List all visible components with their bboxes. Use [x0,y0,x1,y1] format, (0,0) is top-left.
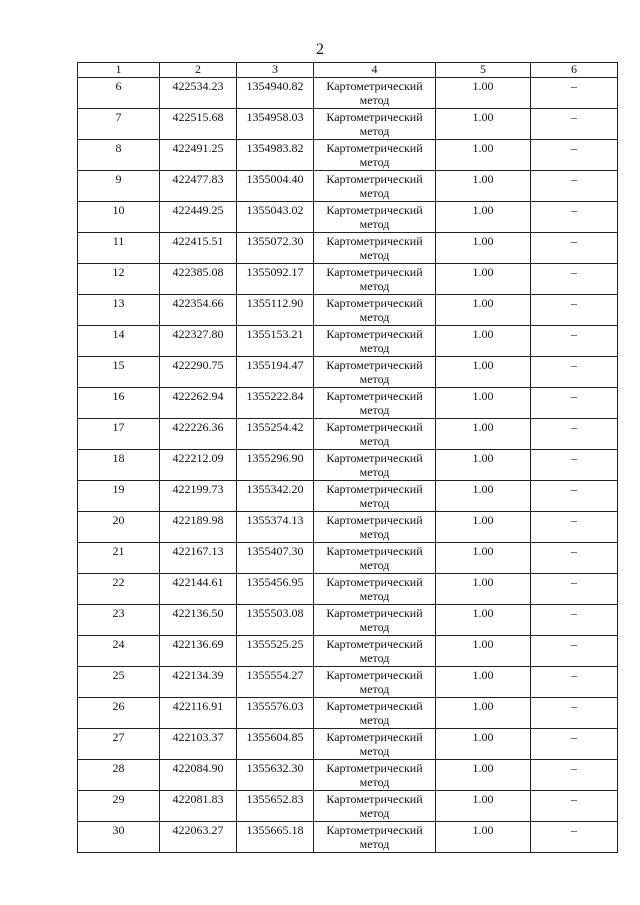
method-line-2: метод [359,248,390,262]
coordinate-x-cell: 422189.98 [160,512,237,543]
table-row [78,512,618,543]
point-number-cell: 24 [78,636,160,667]
method-line-1: Картометрический [326,513,423,527]
method-line-2: метод [359,558,390,572]
method-line-2: метод [359,527,390,541]
method-line-2: метод [359,155,390,169]
table-row [78,698,618,729]
method-line-1: Картометрический [326,358,423,372]
table-row [78,760,618,791]
coordinate-x-cell: 422134.39 [160,667,237,698]
method-line-1: Картометрический [326,389,423,403]
precision-cell: 1.00 [436,419,531,450]
precision-cell: 1.00 [436,543,531,574]
coordinate-x-cell: 422491.25 [160,140,237,171]
method-line-1: Картометрический [326,823,423,837]
coordinate-x-cell: 422199.73 [160,481,237,512]
method-cell [314,543,436,574]
precision-cell: 1.00 [436,233,531,264]
coordinate-y-cell: 1355342.20 [237,481,314,512]
method-cell [314,481,436,512]
precision-cell: 1.00 [436,171,531,202]
method-cell [314,326,436,357]
coordinate-x-cell: 422103.37 [160,729,237,760]
coordinate-y-cell: 1354940.82 [237,78,314,109]
method-cell [314,233,436,264]
table-row [78,543,618,574]
method-cell [314,791,436,822]
method-cell [314,667,436,698]
method-line-2: метод [359,403,390,417]
table-row [78,481,618,512]
note-cell: – [531,791,618,822]
method-line-1: Картометрический [326,203,423,217]
coordinate-y-cell: 1355503.08 [237,605,314,636]
point-number-cell: 6 [78,78,160,109]
precision-cell: 1.00 [436,574,531,605]
note-cell: – [531,574,618,605]
point-number-cell: 8 [78,140,160,171]
table-row [78,109,618,140]
method-line-2: метод [359,434,390,448]
note-cell: – [531,419,618,450]
method-line-2: метод [359,589,390,603]
coordinate-y-cell: 1355456.95 [237,574,314,605]
method-line-2: метод [359,651,390,665]
coordinate-y-cell: 1355525.25 [237,636,314,667]
point-number-cell: 7 [78,109,160,140]
coordinate-y-cell: 1354958.03 [237,109,314,140]
note-cell: – [531,450,618,481]
point-number-cell: 17 [78,419,160,450]
point-number-cell: 13 [78,295,160,326]
method-line-2: метод [359,341,390,355]
note-cell: – [531,822,618,853]
method-cell [314,822,436,853]
method-line-2: метод [359,496,390,510]
coordinate-x-cell: 422262.94 [160,388,237,419]
precision-cell: 1.00 [436,729,531,760]
method-cell [314,264,436,295]
method-line-1: Картометрический [326,637,423,651]
precision-cell: 1.00 [436,698,531,729]
method-cell [314,202,436,233]
note-cell: – [531,233,618,264]
point-number-cell: 30 [78,822,160,853]
method-line-1: Картометрический [326,420,423,434]
coordinate-y-cell: 1355092.17 [237,264,314,295]
method-cell [314,729,436,760]
column-header-2: 2 [160,63,237,78]
precision-cell: 1.00 [436,326,531,357]
coordinate-x-cell: 422327.80 [160,326,237,357]
coordinate-x-cell: 422084.90 [160,760,237,791]
coordinate-x-cell: 422136.50 [160,605,237,636]
table-row [78,791,618,822]
note-cell: – [531,667,618,698]
coordinate-y-cell: 1355112.90 [237,295,314,326]
coordinate-y-cell: 1355554.27 [237,667,314,698]
coordinates-table [77,62,618,853]
method-line-1: Картометрический [326,792,423,806]
precision-cell: 1.00 [436,605,531,636]
method-line-2: метод [359,620,390,634]
note-cell: – [531,729,618,760]
coordinate-y-cell: 1355072.30 [237,233,314,264]
method-cell [314,760,436,791]
method-line-1: Картометрический [326,761,423,775]
note-cell: – [531,636,618,667]
note-cell: – [531,760,618,791]
table-row [78,636,618,667]
point-number-cell: 27 [78,729,160,760]
method-cell [314,295,436,326]
point-number-cell: 12 [78,264,160,295]
column-header-1: 1 [78,63,160,78]
precision-cell: 1.00 [436,78,531,109]
method-line-1: Картометрический [326,730,423,744]
method-line-1: Картометрический [326,296,423,310]
method-cell [314,109,436,140]
method-cell [314,357,436,388]
note-cell: – [531,171,618,202]
precision-cell: 1.00 [436,636,531,667]
coordinate-y-cell: 1355194.47 [237,357,314,388]
table-header-row [78,63,618,78]
coordinate-y-cell: 1355604.85 [237,729,314,760]
note-cell: – [531,481,618,512]
table-row [78,171,618,202]
note-cell: – [531,295,618,326]
method-line-2: метод [359,372,390,386]
coordinate-x-cell: 422354.66 [160,295,237,326]
table-row [78,140,618,171]
note-cell: – [531,388,618,419]
method-line-1: Картометрический [326,668,423,682]
coordinate-x-cell: 422515.68 [160,109,237,140]
coordinate-y-cell: 1355153.21 [237,326,314,357]
point-number-cell: 18 [78,450,160,481]
precision-cell: 1.00 [436,357,531,388]
coordinate-y-cell: 1354983.82 [237,140,314,171]
note-cell: – [531,109,618,140]
method-line-2: метод [359,682,390,696]
method-cell [314,419,436,450]
table-row [78,357,618,388]
note-cell: – [531,264,618,295]
method-line-1: Картометрический [326,451,423,465]
method-cell [314,140,436,171]
note-cell: – [531,78,618,109]
coordinate-x-cell: 422144.61 [160,574,237,605]
point-number-cell: 29 [78,791,160,822]
coordinate-x-cell: 422290.75 [160,357,237,388]
point-number-cell: 28 [78,760,160,791]
point-number-cell: 21 [78,543,160,574]
precision-cell: 1.00 [436,264,531,295]
point-number-cell: 20 [78,512,160,543]
table-row [78,78,618,109]
method-line-1: Картометрический [326,141,423,155]
method-cell [314,450,436,481]
method-cell [314,78,436,109]
method-cell [314,574,436,605]
precision-cell: 1.00 [436,791,531,822]
method-line-1: Картометрический [326,327,423,341]
method-line-1: Картометрический [326,544,423,558]
method-line-2: метод [359,186,390,200]
point-number-cell: 9 [78,171,160,202]
precision-cell: 1.00 [436,295,531,326]
point-number-cell: 26 [78,698,160,729]
coordinate-x-cell: 422116.91 [160,698,237,729]
method-line-1: Картометрический [326,575,423,589]
precision-cell: 1.00 [436,481,531,512]
table-row [78,822,618,853]
point-number-cell: 14 [78,326,160,357]
coordinate-x-cell: 422063.27 [160,822,237,853]
table-row [78,450,618,481]
table-row [78,574,618,605]
table-row [78,233,618,264]
note-cell: – [531,326,618,357]
table-row [78,202,618,233]
note-cell: – [531,698,618,729]
method-line-1: Картометрический [326,699,423,713]
column-header-4: 4 [314,63,436,78]
method-line-2: метод [359,806,390,820]
method-line-1: Картометрический [326,234,423,248]
precision-cell: 1.00 [436,822,531,853]
coordinate-x-cell: 422449.25 [160,202,237,233]
method-cell [314,698,436,729]
coordinate-y-cell: 1355407.30 [237,543,314,574]
method-cell [314,605,436,636]
coordinate-x-cell: 422477.83 [160,171,237,202]
coordinate-x-cell: 422226.36 [160,419,237,450]
point-number-cell: 16 [78,388,160,419]
method-cell [314,388,436,419]
note-cell: – [531,512,618,543]
coordinate-x-cell: 422385.08 [160,264,237,295]
coordinate-y-cell: 1355576.03 [237,698,314,729]
column-header-6: 6 [531,63,618,78]
coordinate-y-cell: 1355043.02 [237,202,314,233]
column-header-5: 5 [436,63,531,78]
coordinate-x-cell: 422415.51 [160,233,237,264]
method-line-1: Картометрический [326,482,423,496]
precision-cell: 1.00 [436,109,531,140]
precision-cell: 1.00 [436,388,531,419]
point-number-cell: 25 [78,667,160,698]
table-row [78,326,618,357]
table-row [78,729,618,760]
table-row [78,605,618,636]
method-line-2: метод [359,837,390,851]
precision-cell: 1.00 [436,667,531,698]
precision-cell: 1.00 [436,202,531,233]
method-line-2: метод [359,465,390,479]
method-cell [314,171,436,202]
method-line-2: метод [359,217,390,231]
note-cell: – [531,605,618,636]
coordinate-y-cell: 1355296.90 [237,450,314,481]
coordinate-y-cell: 1355652.83 [237,791,314,822]
method-cell [314,512,436,543]
method-line-1: Картометрический [326,172,423,186]
coordinate-y-cell: 1355374.13 [237,512,314,543]
coordinate-y-cell: 1355254.42 [237,419,314,450]
coordinate-y-cell: 1355665.18 [237,822,314,853]
table-row [78,419,618,450]
precision-cell: 1.00 [436,450,531,481]
point-number-cell: 23 [78,605,160,636]
table-row [78,388,618,419]
method-line-1: Картометрический [326,606,423,620]
precision-cell: 1.00 [436,140,531,171]
method-line-1: Картометрический [326,265,423,279]
method-line-2: метод [359,124,390,138]
point-number-cell: 11 [78,233,160,264]
method-line-2: метод [359,775,390,789]
precision-cell: 1.00 [436,760,531,791]
method-line-1: Картометрический [326,110,423,124]
note-cell: – [531,202,618,233]
coordinate-y-cell: 1355222.84 [237,388,314,419]
table-row [78,264,618,295]
method-cell [314,636,436,667]
note-cell: – [531,357,618,388]
method-line-2: метод [359,93,390,107]
note-cell: – [531,140,618,171]
coordinate-x-cell: 422534.23 [160,78,237,109]
method-line-2: метод [359,279,390,293]
note-cell: – [531,543,618,574]
table-row [78,295,618,326]
method-line-2: метод [359,744,390,758]
coordinate-y-cell: 1355632.30 [237,760,314,791]
point-number-cell: 15 [78,357,160,388]
coordinate-x-cell: 422212.09 [160,450,237,481]
coordinate-x-cell: 422081.83 [160,791,237,822]
method-line-2: метод [359,310,390,324]
coordinate-x-cell: 422167.13 [160,543,237,574]
table-body [78,78,618,853]
method-line-2: метод [359,713,390,727]
table-row [78,667,618,698]
coordinate-x-cell: 422136.69 [160,636,237,667]
point-number-cell: 10 [78,202,160,233]
point-number-cell: 19 [78,481,160,512]
coordinate-y-cell: 1355004.40 [237,171,314,202]
column-header-3: 3 [237,63,314,78]
point-number-cell: 22 [78,574,160,605]
method-line-1: Картометрический [326,79,423,93]
page-number: 2 [316,41,324,58]
precision-cell: 1.00 [436,512,531,543]
